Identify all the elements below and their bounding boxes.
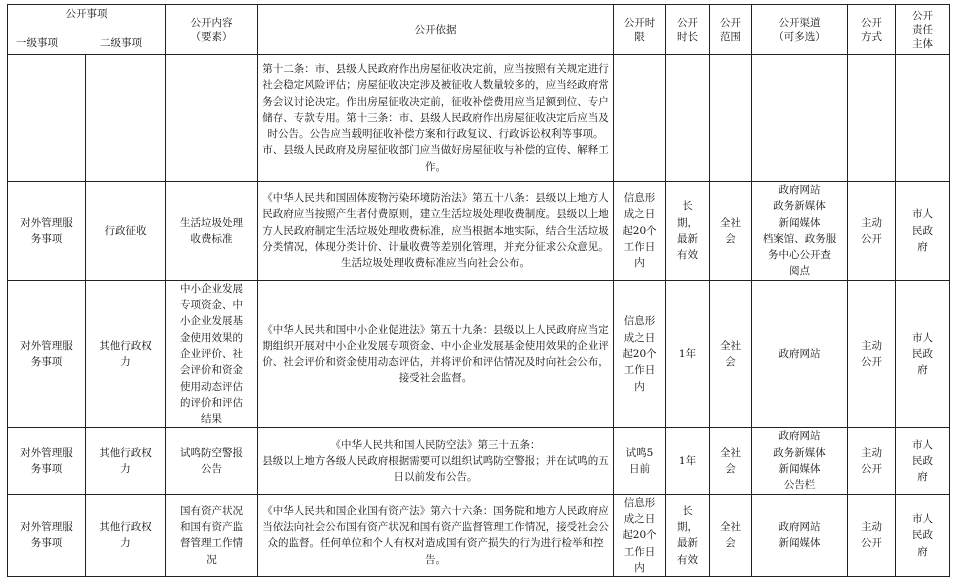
cell-subject: 市人 民政 府	[896, 280, 950, 428]
cell-method: 主动 公开	[848, 494, 896, 576]
cell-subject: 市人 民政 府	[896, 494, 950, 576]
table-row	[8, 280, 950, 428]
cell-channel: 政府网站	[752, 280, 848, 428]
cell-method: 主动 公开	[848, 280, 896, 428]
cell-level2: 行政征收	[86, 182, 166, 281]
cell-time-limit: 信息形 成之日 起20个 工作日 内	[614, 494, 666, 576]
table-row	[8, 494, 950, 576]
cell-content: 中小企业发展 专项资金、中 小企业发展基 金使用效果的 企业评价、社 会评价和资金 使用动态评估 的评价和评估 结果	[166, 280, 258, 428]
cell-basis: 《中华人民共和国人民防空法》第三十五条： 县级以上地方各级人民政府根据需要可以组织试鸣防空警报；并在试鸣的五日以前发布公告。	[258, 428, 614, 494]
cell-duration: 1年	[666, 428, 710, 494]
cell-content: 生活垃圾处理 收费标准	[166, 182, 258, 281]
cell-basis: 第十二条：市、县级人民政府作出房屋征收决定前，应当按照有关规定进行社会稳定风险评估；房屋征收决定涉及被征收人数量较多的，应当经政府常务会议讨论决定。作出房屋征收决定前，征收补偿费用应当足额到位、专户储存、专款专用。第十三条：市、县级人民政府作出房屋征收决定后应当及时公告。公告应当载明征收补偿方案和行政复议、行政诉讼权利等事项。市、县级人民政府及房屋征收部门应当做好房屋征收与补偿的宣传、解释工作。	[258, 55, 614, 182]
cell-subject: 市人 民政 府	[896, 182, 950, 281]
cell-level1	[8, 55, 86, 182]
cell-scope: 全社 会	[710, 494, 752, 576]
cell-channel: 政府网站 政务新媒体 新闻媒体 公告栏	[752, 428, 848, 494]
cell-basis: 《中华人民共和国中小企业促进法》第五十九条：县级以上人民政府应当定期组织开展对中小企业发展专项资金、中小企业发展基金使用效果的企业评价、社会评价和资金使用动态评估，并将评价和评估情况及时向社会公布，接受社会监督。	[258, 280, 614, 428]
cell-scope: 全社 会	[710, 182, 752, 281]
cell-time-limit: 信息形 成之日 起20个 工作日 内	[614, 280, 666, 428]
header-channel: 公开渠道 （可多选）	[752, 5, 848, 55]
cell-duration: 1年	[666, 280, 710, 428]
header-time-limit: 公开时 限	[614, 5, 666, 55]
cell-scope: 全社 会	[710, 428, 752, 494]
header-method: 公开 方式	[848, 5, 896, 55]
cell-level1: 对外管理服 务事项	[8, 182, 86, 281]
cell-level2: 其他行政权 力	[86, 280, 166, 428]
table-row	[8, 55, 950, 182]
disclosure-table	[7, 4, 950, 577]
cell-subject: 市人 民政 府	[896, 428, 950, 494]
table-row	[8, 182, 950, 281]
header-level2: 二级事项	[100, 37, 142, 49]
cell-method	[848, 55, 896, 182]
cell-level2: 其他行政权 力	[86, 428, 166, 494]
header-row	[8, 5, 950, 55]
cell-channel	[752, 55, 848, 182]
cell-scope	[710, 55, 752, 182]
cell-method: 主动 公开	[848, 428, 896, 494]
cell-level1: 对外管理服 务事项	[8, 280, 86, 428]
cell-basis: 《中华人民共和国企业国有资产法》第六十六条：国务院和地方人民政府应当依法向社会公布国有资产状况和国有资产监督管理工作情况，接受社会公众的监督。任何单位和个人有权对造成国有资产损失的行为进行检举和控告。	[258, 494, 614, 576]
cell-level2	[86, 55, 166, 182]
cell-basis: 《中华人民共和国固体废物污染环境防治法》第五十八条：县级以上地方人民政府应当按照产生者付费原则，建立生活垃圾处理收费制度。县级以上地方人民政府制定生活垃圾处理收费标准，应当根据本地实际，结合生活垃圾分类情况，体现分类计价、计量收费等差别化管理，并充分征求公众意见。生活垃圾处理收费标准应当向社会公布。	[258, 182, 614, 281]
cell-method: 主动 公开	[848, 182, 896, 281]
table-row	[8, 428, 950, 494]
header-matter-label: 公开事项	[65, 8, 108, 20]
cell-duration: 长 期， 最新 有效	[666, 494, 710, 576]
header-level1: 一级事项	[16, 37, 58, 49]
cell-time-limit: 试鸣5 日前	[614, 428, 666, 494]
cell-scope: 全社 会	[710, 280, 752, 428]
cell-content: 试鸣防空警报 公告	[166, 428, 258, 494]
cell-duration	[666, 55, 710, 182]
cell-level1: 对外管理服 务事项	[8, 428, 86, 494]
cell-channel: 政府网站 政务新媒体 新闻媒体 档案馆、政务服 务中心公开查 阅点	[752, 182, 848, 281]
cell-time-limit: 信息形 成之日 起20个 工作日 内	[614, 182, 666, 281]
header-scope: 公开 范围	[710, 5, 752, 55]
header-content: 公开内容 （要素）	[166, 5, 258, 55]
header-duration: 公开 时长	[666, 5, 710, 55]
cell-time-limit	[614, 55, 666, 182]
header-basis: 公开依据	[258, 5, 614, 55]
cell-subject	[896, 55, 950, 182]
cell-level2: 其他行政权 力	[86, 494, 166, 576]
cell-channel: 政府网站 新闻媒体	[752, 494, 848, 576]
cell-content	[166, 55, 258, 182]
cell-content: 国有资产状况 和国有资产监 督管理工作情 况	[166, 494, 258, 576]
cell-duration: 长 期， 最新 有效	[666, 182, 710, 281]
header-matter	[8, 5, 166, 55]
cell-level1: 对外管理服 务事项	[8, 494, 86, 576]
header-subject: 公开 责任 主体	[896, 5, 950, 55]
